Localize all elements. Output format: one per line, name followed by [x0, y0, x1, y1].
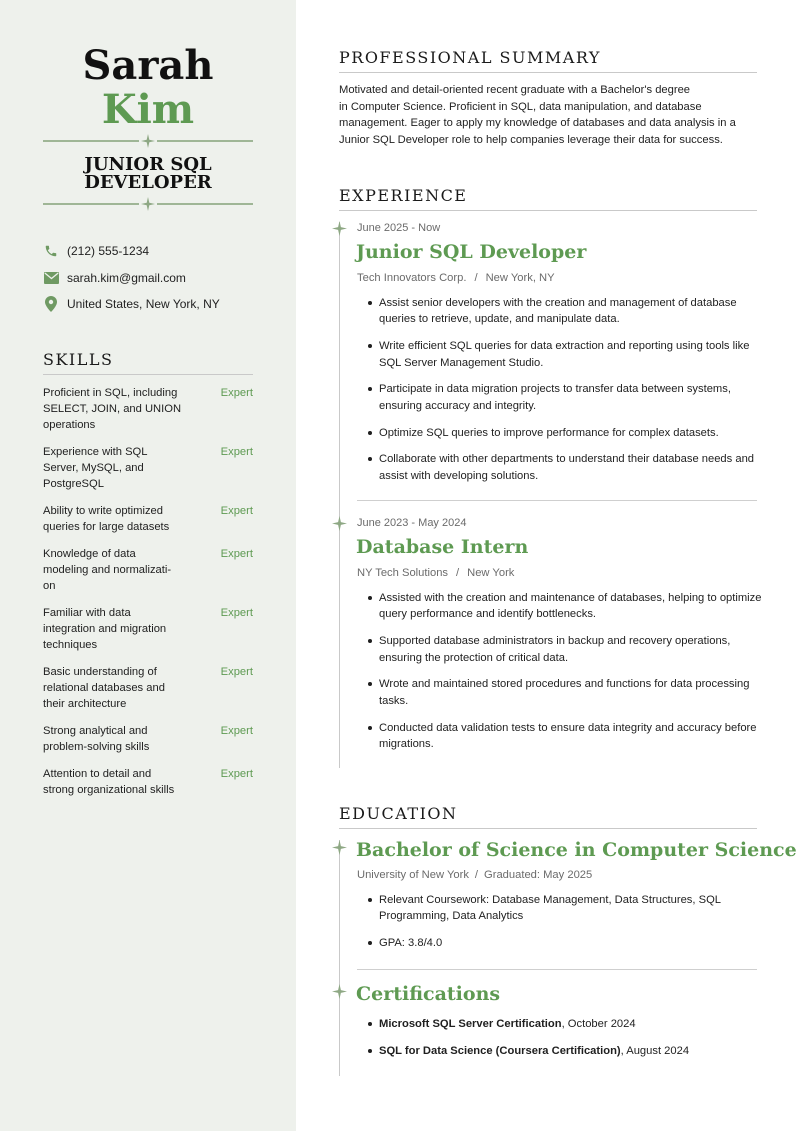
sparkle-icon: [332, 221, 347, 236]
contact-email: [43, 270, 186, 286]
skill-name-line: operations: [43, 419, 96, 432]
skill-row: [43, 605, 253, 654]
skill-name-line: Knowledge of data: [43, 548, 136, 560]
skill-name: [43, 503, 183, 535]
list-item: Assisted with the creation and maintenance of databases, helping to optimize query performance and identify bottlenecks.: [368, 590, 770, 623]
skill-row: [43, 664, 253, 713]
summary-line: management. Eager to apply my knowledge of databases and data analysis in a: [339, 117, 736, 130]
skill-name: [43, 546, 183, 595]
skill-level: Expert: [220, 387, 253, 399]
skills-heading: SKILLS: [43, 350, 114, 369]
cert-name: SQL for Data Science (Coursera Certification): [379, 1045, 621, 1057]
skill-name-line: SELECT, JOIN, and UNION: [43, 403, 182, 416]
school-name: University of New York: [357, 869, 469, 881]
skill-name: [43, 605, 183, 654]
skill-name-line: on: [43, 580, 56, 593]
skill-name-line: relational databases and: [43, 682, 165, 695]
job-bullets: [368, 295, 770, 484]
skill-level: Expert: [220, 548, 253, 560]
summary-line: in Computer Science. Proficient in SQL, data manipulation, and database: [339, 100, 702, 113]
skill-name-line: problem-solving skills: [43, 741, 150, 754]
list-item: Assist senior developers with the creation and management of database queries to retrieve, update, and manipulate data.: [368, 295, 770, 328]
sparkle-icon: [141, 197, 155, 211]
skill-row: [43, 385, 253, 434]
skill-row: [43, 766, 253, 798]
skill-name-line: Attention to detail and: [43, 768, 152, 780]
summary-line: Junior SQL Developer role to help companies leverage their data for success.: [339, 133, 723, 146]
job-title: Database Intern: [356, 536, 529, 558]
job-bullets: [368, 590, 770, 752]
cert-date: , October 2024: [561, 1018, 636, 1030]
skill-name: [43, 444, 183, 493]
skill-name-line: integration and migration: [43, 623, 167, 636]
email-icon: [43, 270, 59, 286]
skill-name-line: Server, MySQL, and: [43, 462, 144, 475]
company-name: NY Tech Solutions: [357, 567, 449, 579]
company-name: Tech Innovators Corp.: [357, 272, 467, 284]
email-text[interactable]: sarah.kim@gmail.com: [67, 271, 186, 285]
education-rule: [339, 828, 757, 829]
list-item: Write efficient SQL queries for data extraction and reporting using tools like SQL Server Management Studio.: [368, 338, 770, 371]
list-item: [368, 1016, 770, 1032]
skill-name: [43, 385, 183, 434]
skill-name: [43, 723, 183, 755]
skill-level: Expert: [220, 666, 253, 678]
skill-name-line: strong organizational skills: [43, 784, 175, 797]
education-timeline: [339, 840, 340, 1076]
summary-rule: [339, 72, 757, 73]
skill-level: Expert: [220, 505, 253, 517]
job-separator: [357, 500, 757, 501]
skill-name: [43, 664, 183, 713]
skill-name-line: Basic understanding of: [43, 666, 157, 678]
contact-location: [43, 296, 220, 312]
phone-icon: [43, 243, 59, 259]
experience-rule: [339, 210, 757, 211]
skill-name-line: Experience with SQL: [43, 446, 148, 458]
title-line-1: JUNIOR SQL: [84, 154, 212, 175]
job-title: Junior SQL Developer: [356, 241, 587, 263]
list-item: Supported database administrators in backup and recovery operations, ensuring the protection of critical data.: [368, 633, 770, 666]
job-date: June 2025 - Now: [357, 222, 441, 234]
education-separator: [357, 969, 757, 970]
sidebar: [0, 0, 296, 1131]
name-divider: [43, 134, 253, 148]
skill-level: Expert: [220, 607, 253, 619]
summary-line: Motivated and detail-oriented recent graduate with a Bachelor's degree: [339, 84, 691, 96]
sparkle-icon: [332, 516, 347, 531]
skill-name-line: queries for large datasets: [43, 521, 170, 534]
location-text: United States, New York, NY: [67, 297, 220, 311]
job-company-line: NY Tech Solutions / New York: [357, 567, 515, 579]
skill-name-line: PostgreSQL: [43, 478, 104, 491]
skill-name-line: Ability to write optimized: [43, 505, 163, 517]
skill-name-line: techniques: [43, 639, 98, 652]
experience-heading: EXPERIENCE: [339, 186, 468, 205]
list-item: Conducted data validation tests to ensure data integrity and accuracy before migrations.: [368, 720, 770, 753]
list-item: [368, 1043, 770, 1059]
contact-phone: [43, 243, 149, 259]
job-date: June 2023 - May 2024: [357, 517, 467, 529]
first-name: Sarah: [82, 42, 214, 89]
skills-rule: [43, 374, 253, 375]
skill-row: [43, 546, 253, 595]
skill-name-line: Strong analytical and: [43, 725, 148, 737]
list-item: Wrote and maintained stored procedures and functions for data processing tasks.: [368, 676, 770, 709]
graduation-date: Graduated: May 2025: [484, 869, 593, 881]
list-item: Optimize SQL queries to improve performance for complex datasets.: [368, 425, 770, 441]
title-divider: [43, 197, 253, 211]
skill-name-line: modeling and normalizati-: [43, 564, 172, 577]
experience-timeline: [339, 222, 340, 768]
education-heading: EDUCATION: [339, 804, 458, 823]
sparkle-icon: [332, 984, 347, 999]
skill-row: [43, 444, 253, 493]
skill-name-line: their architecture: [43, 698, 127, 711]
skill-level: Expert: [220, 725, 253, 737]
title-line-2: DEVELOPER: [84, 172, 212, 193]
summary-text: [339, 82, 759, 148]
certifications-heading: Certifications: [356, 983, 501, 1005]
list-item: GPA: 3.8/4.0: [368, 935, 770, 951]
list-item: Participate in data migration projects to transfer data between systems, ensuring accuracy and integrity.: [368, 381, 770, 414]
job-title-heading: [0, 156, 296, 192]
sparkle-icon: [332, 840, 347, 855]
skill-level: Expert: [220, 446, 253, 458]
skill-name-line: Proficient in SQL, including: [43, 387, 178, 399]
school-line: University of New York / Graduated: May 2025: [357, 869, 593, 881]
last-name: Kim: [101, 86, 195, 133]
cert-name: Microsoft SQL Server Certification: [379, 1018, 562, 1030]
job-company-line: Tech Innovators Corp. / New York, NY: [357, 272, 555, 284]
certifications-list: [368, 1016, 770, 1059]
degree-title: Bachelor of Science in Computer Science: [356, 839, 797, 861]
company-location: New York: [467, 567, 515, 579]
skill-level: Expert: [220, 768, 253, 780]
summary-heading: PROFESSIONAL SUMMARY: [339, 48, 601, 67]
list-item: Collaborate with other departments to understand their database needs and assist with developing solutions.: [368, 451, 770, 484]
skill-row: [43, 723, 253, 755]
sparkle-icon: [141, 134, 155, 148]
location-pin-icon: [43, 296, 59, 312]
list-item: Relevant Coursework: Database Management, Data Structures, SQL Programming, Data Analytics: [368, 892, 770, 925]
skill-row: [43, 503, 253, 535]
education-bullets: [368, 892, 770, 952]
skill-name: [43, 766, 183, 798]
phone-text: (212) 555-1234: [67, 244, 150, 258]
skill-name-line: Familiar with data: [43, 607, 131, 619]
cert-date: , August 2024: [620, 1045, 690, 1057]
company-location: New York, NY: [485, 272, 555, 284]
